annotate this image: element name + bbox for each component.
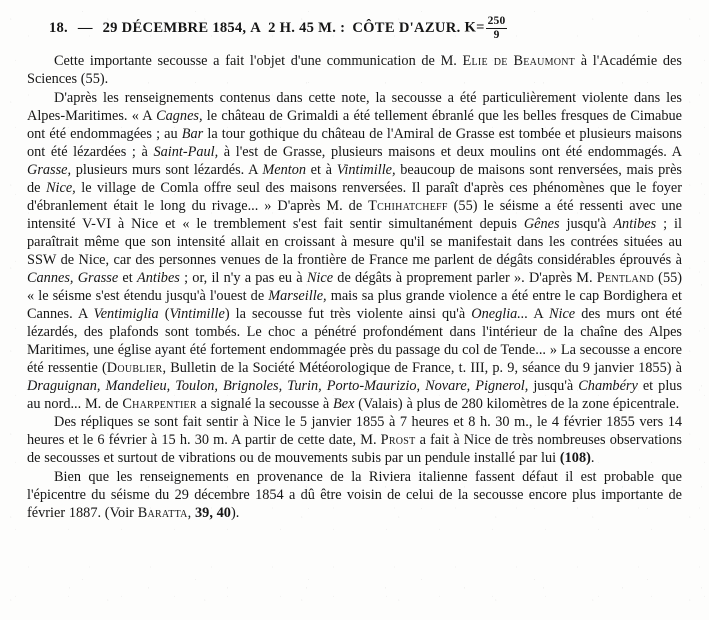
entry-month: DÉCEMBRE [121,20,209,37]
entry-region: CÔTE D'AZUR. [352,20,461,37]
reference-number: 39, 40 [195,504,231,521]
person-name: Tchihatcheff [368,197,448,214]
person-name: Prost [380,432,416,449]
entry-at: A [250,20,262,37]
text-run: . [590,450,595,467]
place-name: Gênes [523,215,560,232]
place-name: Nice, [45,179,76,196]
place-name: Vintimille, [336,161,396,178]
place-name: Antibes [136,270,180,286]
coefficient-denominator: 9 [493,28,500,41]
entry-year: 1854, [212,20,247,37]
place-name: Saint-Paul, [153,143,219,160]
text-run: de dégâts à proprement parler ». D'après M. [333,270,597,286]
place-name: Grasse, [27,161,72,178]
text-run: ). [230,504,240,521]
text-run: ; il paraîtrait même que son intensité allait en croissant à mesure qu'il se manifestait dans les contrées situées au SSW de Nice, car des personnes venues de la frontière de France me parlent de dégâts considérables éprouvés à [27,215,682,268]
text-run: Bien que les renseignements en provenance de la Riviera italienne fassent défaut il est probable que l'épicentre du séisme du 29 décembre 1854 a dû être voisin de celui de la secousse encore plus importante de février 1887. (Voir [27,468,682,521]
text-run: et plus au nord... M. de [27,378,683,413]
paragraph-communication [27,52,682,88]
place-name: Marseille, [268,288,327,305]
text-run: (55) le séisme a été ressenti avec une intensité V-VI à Nice et « le tremblement s'est fait sentir simultanément depuis [27,197,682,232]
coefficient-equals: = [476,19,485,36]
paragraph-conclusion [27,468,682,522]
text-run: (Valais) à plus de 280 kilomètres de la zone épicentrale. [354,396,680,413]
text-run: le château de Grimaldi a été tellement ébranlé que les belles fresques de Cimabue ont été endommagées ; au [27,107,682,142]
text-run: à l'est de Grasse, plusieurs maisons et deux moulins ont été endommagés. A [218,143,682,160]
place-name: Nice [548,306,576,323]
entry-heading [27,16,682,41]
text-run: mais sa plus grande violence a été entre le cap Bordighera et Cannes. A [27,288,682,323]
person-name: Doublier [106,360,163,377]
text-run: ( [158,306,170,323]
text-run: (55) « le séisme s'est étendu jusqu'à l'ouest de [27,270,682,305]
place-name: Oneglia... [471,306,529,323]
text-run: A [528,306,549,323]
text-run: Des répliques se sont fait sentir à Nice le 5 janvier 1855 à 7 heures et 8 h. 30 m., le 4 février 1855 vers 14 heures et le 6 février à 15 h. 30 m. A partir de cette date, M. [27,414,682,449]
text-run: et [118,270,137,286]
text-run: beaucoup de maisons sont renversées, mais près de [27,161,682,196]
text-run: a signalé la secousse à [196,396,334,413]
entry-dash: — [77,20,93,37]
place-name: Nice [306,270,334,286]
text-run: le village de Comla offre seul des maisons renversées. Il paraît d'après ces phénomènes que le foyer d'ébranlement était le long du rivage... » D'après M. de [27,179,682,214]
entry-hour: 2 [268,20,276,37]
person-name: Pentland [596,270,654,286]
text-run: D'après les renseignements contenus dans cette note, la secousse a été particulièrement violente dans les Alpes-Maritimes. « A [27,89,682,124]
place-name: Menton [262,161,306,178]
text-run: jusqu'à [559,215,614,232]
place-name: Draguignan, Mandelieu, Toulon, Brignoles, Turin, Porto-Maurizio, Novare, Pignerol, [27,378,529,395]
text-run: la tour gothique du château de l'Amiral de Grasse est tombée et plusieurs maisons ont été lézardées ; à [27,125,682,160]
place-name: Ventimiglia [93,306,159,323]
text-run: , [187,504,196,521]
place-name: Antibes [613,215,657,232]
place-name: Chambéry [578,378,638,395]
coefficient-numerator: 250 [487,15,506,27]
text-run: et à [306,161,337,178]
entry-minute: 45 [299,20,315,37]
entry-minute-unit: M. : [318,20,346,37]
place-name: Bex [333,396,355,413]
coefficient-expression [465,16,508,41]
place-name: Cagnes, [156,107,203,124]
paragraph-details [27,89,682,414]
text-run: plusieurs murs sont lézardés. A [71,161,263,178]
person-name: Baratta [137,504,188,521]
text-run: a fait à Nice de très nombreuses observations de secousses et surtout de vibrations ou de mouvements subis par un pendule installé par lui [27,432,682,467]
coefficient-symbol: K [464,19,477,36]
text-column [27,16,682,522]
text-run: à l'Académie des Sciences (55). [27,53,682,88]
reference-number: (108) [559,450,591,467]
person-name: Charpentier [122,396,197,413]
text-run: jusqu'à [528,378,579,395]
text-run: Cette importante secousse a fait l'objet d'une communication de M. [54,53,463,70]
entry-hour-unit: H. [279,20,296,37]
place-name: Bar [181,125,204,142]
text-run: , Bulletin de la Société Météorologique de France, t. III, p. 9, séance du 9 janvier 1855) à [162,360,682,377]
text-run: des murs ont été lézardés, des plafonds sont tombés. Le choc a pénétré profondément dans l'intérieur de la chaîne des Alpes Maritimes, une église ayant été fortement endommagée près du passage du col de Tende... » La secousse a encore été ressentie ( [27,306,682,377]
entry-number: 18. [49,20,68,37]
person-name: Elie de Beaumont [462,53,576,70]
coefficient-fraction [486,16,508,41]
entry-day: 29 [102,20,118,37]
place-name: Vintimille [169,306,225,323]
place-name: Cannes, Grasse [27,270,119,286]
paragraph-aftershocks [27,413,682,467]
text-run: ; or, il n'y a pas eu à [179,270,307,286]
text-run: ) la secousse fut très violente ainsi qu'à [224,306,472,323]
